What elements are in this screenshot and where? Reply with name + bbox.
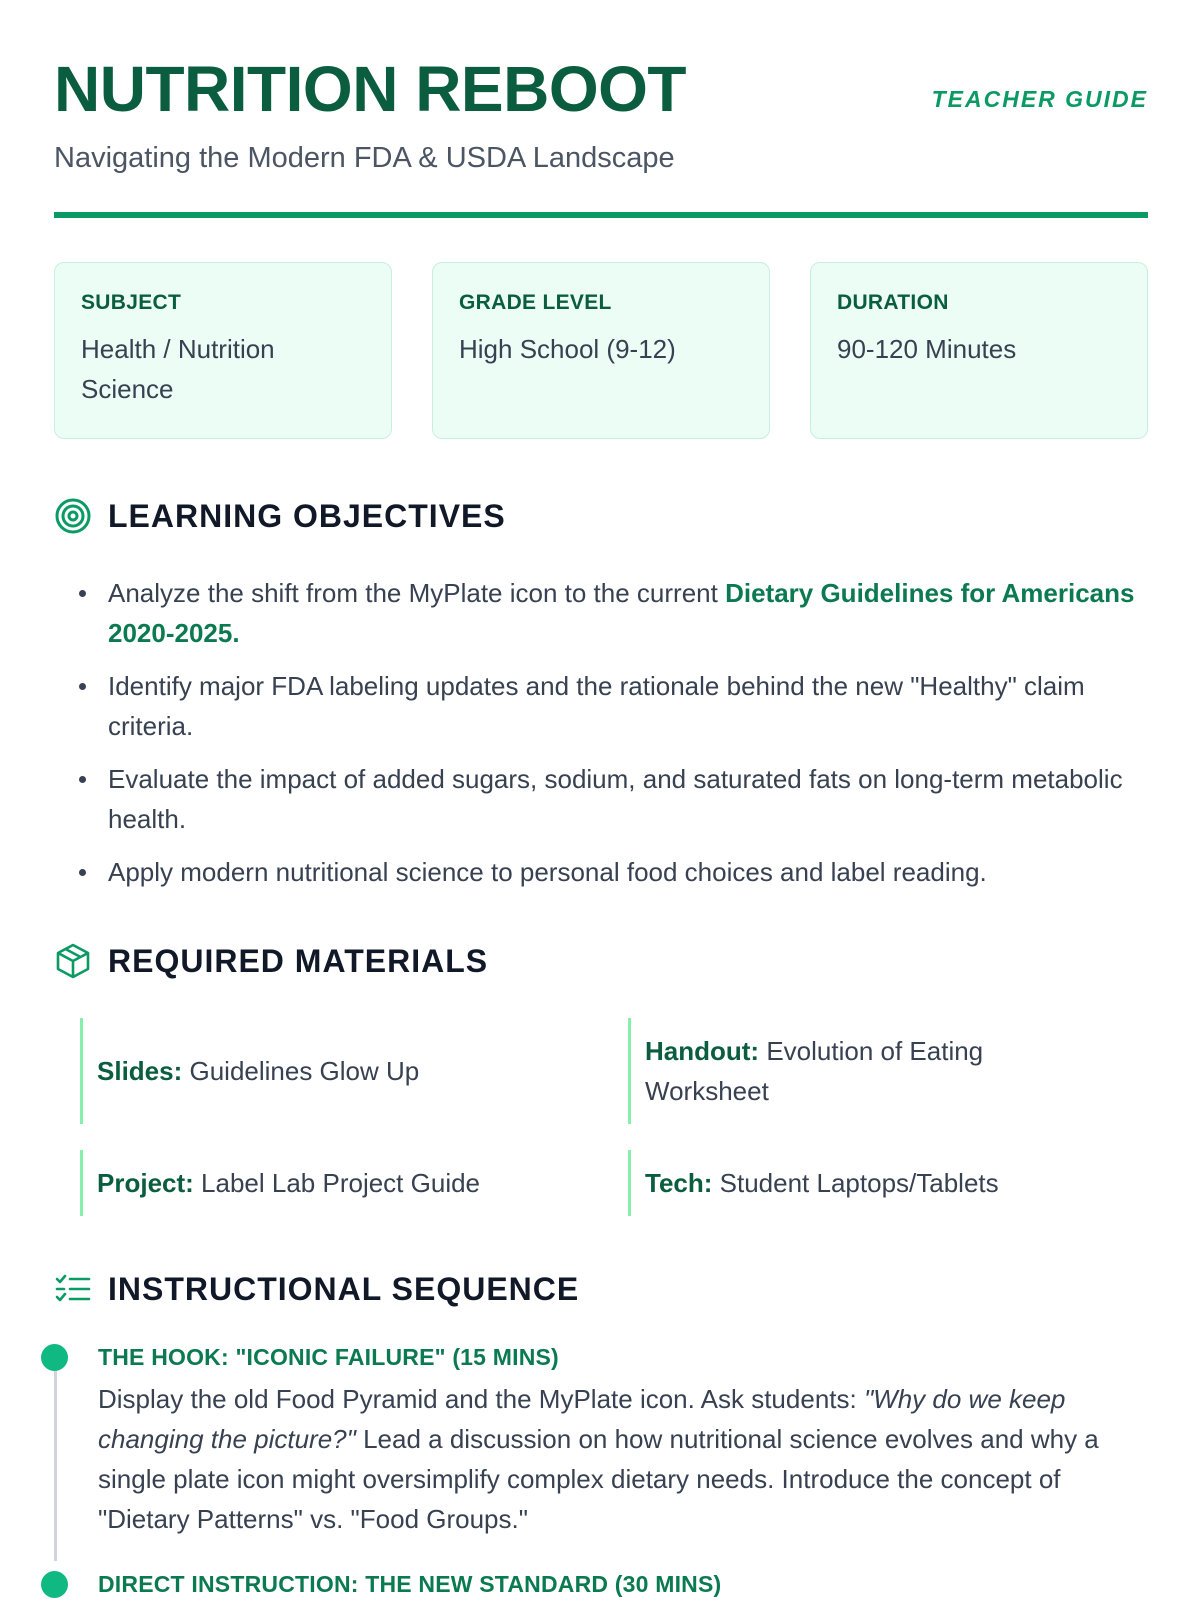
page-title: NUTRITION REBOOT — [54, 53, 686, 125]
timeline-dot — [41, 1344, 68, 1371]
objective-text: Apply modern nutritional science to personal food choices and label reading. — [108, 857, 987, 887]
subject-card — [54, 262, 392, 439]
timeline — [54, 1344, 1148, 1600]
section-heading — [54, 497, 1148, 535]
page-subtitle: Navigating the Modern FDA & USDA Landscape — [54, 142, 675, 174]
material-value: Evolution of Eating Worksheet — [645, 1036, 984, 1106]
lesson-plan-page — [54, 0, 1148, 1600]
list-item — [54, 852, 1148, 892]
timeline-step — [54, 1571, 1148, 1600]
checklist-icon — [54, 1270, 92, 1308]
instructional-sequence-section — [54, 1270, 1148, 1600]
material-key: Tech: — [645, 1168, 713, 1198]
timeline-step — [54, 1344, 1148, 1571]
card-value: Health / Nutrition Science — [81, 334, 275, 404]
card-value: 90-120 Minutes — [837, 334, 1017, 364]
card-label: DURATION — [837, 291, 949, 314]
list-item — [54, 573, 1148, 653]
material-tech — [628, 1150, 1148, 1216]
list-item — [54, 759, 1148, 839]
step-title: THE HOOK: "ICONIC FAILURE" (15 MINS) — [98, 1344, 559, 1370]
learning-objectives-section — [54, 497, 1148, 892]
card-value: High School (9-12) — [459, 334, 676, 364]
material-value: Guidelines Glow Up — [189, 1056, 420, 1086]
material-key: Project: — [97, 1168, 194, 1198]
package-icon — [54, 942, 92, 980]
step-body — [98, 1379, 1148, 1539]
section-title: INSTRUCTIONAL SEQUENCE — [108, 1270, 580, 1307]
objective-suffix: . — [232, 618, 240, 648]
target-icon — [54, 497, 92, 535]
material-handout — [628, 1018, 1148, 1124]
duration-card — [810, 262, 1148, 439]
material-slides — [80, 1018, 628, 1124]
timeline-dot — [41, 1571, 68, 1598]
step-body-text: Lead a discussion on how nutritional science evolves and why a single plate icon might oversimplify complex dietary needs. Introduce the concept of "Dietary Patterns" vs. "Food Groups." — [98, 1424, 1099, 1534]
materials-grid — [80, 1018, 1148, 1216]
material-value: Label Lab Project Guide — [201, 1168, 481, 1198]
section-title: REQUIRED MATERIALS — [108, 942, 489, 979]
step-body-text: Display the old Food Pyramid and the MyPlate icon. Ask students: — [98, 1384, 864, 1414]
grade-level-card — [432, 262, 770, 439]
teacher-guide-tag: TEACHER GUIDE — [931, 86, 1148, 112]
objective-text: Analyze the shift from the MyPlate icon to the current — [108, 578, 726, 608]
material-value: Student Laptops/Tablets — [719, 1168, 999, 1198]
timeline-line — [54, 1358, 57, 1561]
card-label: SUBJECT — [81, 291, 182, 314]
info-cards — [54, 262, 1148, 439]
required-materials-section — [54, 942, 1148, 1216]
material-key: Slides: — [97, 1056, 183, 1086]
list-item — [54, 666, 1148, 746]
objective-text: Identify major FDA labeling updates and the rationale behind the new "Healthy" claim criteria. — [108, 671, 1085, 741]
card-label: GRADE LEVEL — [459, 291, 612, 314]
material-key: Handout: — [645, 1036, 760, 1066]
section-heading — [54, 1270, 1148, 1308]
material-project — [80, 1150, 628, 1216]
objective-highlight: Dietary Guidelines for Americans 2020-2025 — [108, 578, 1135, 648]
step-title: DIRECT INSTRUCTION: THE NEW STANDARD (30 MINS) — [98, 1571, 722, 1597]
section-heading — [54, 942, 1148, 980]
objective-text: Evaluate the impact of added sugars, sodium, and saturated fats on long-term metabolic health. — [108, 764, 1123, 834]
section-title: LEARNING OBJECTIVES — [108, 497, 506, 534]
step-body-quote: "Why do we keep changing the picture?" — [98, 1384, 1066, 1454]
objectives-list — [54, 573, 1148, 892]
page-header — [54, 0, 1148, 218]
